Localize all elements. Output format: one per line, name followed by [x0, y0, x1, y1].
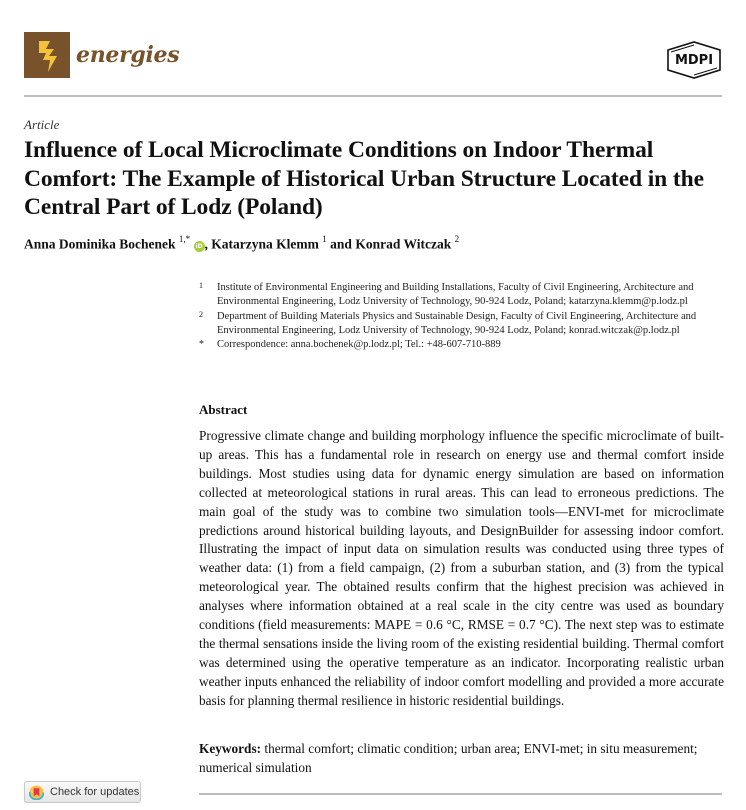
lightning-bolt-icon [24, 32, 70, 78]
author-affiliation-mark: 1 [322, 234, 327, 244]
journal-name: energies [76, 42, 180, 68]
correspondence-text: Correspondence: anna.bochenek@p.lodz.pl; Tel.: +48-607-710-889 [217, 339, 501, 351]
keywords [199, 740, 724, 778]
section-divider [199, 793, 722, 795]
journal-logo[interactable] [24, 32, 179, 78]
header-divider [24, 95, 722, 97]
mdpi-logo[interactable] [664, 40, 724, 80]
check-for-updates-label: Check for updates [50, 786, 140, 798]
affiliation-text: Institute of Environmental Engineering and Building Installations, Faculty of Civil Engineering, Architecture and Environmental Engineering, Lodz University of Technology, 90-924 Lodz, Poland; katarzyna.klemm@p.lodz.pl [217, 282, 694, 308]
affiliation-text: Department of Building Materials Physics and Sustainable Design, Faculty of Civil Engineering, Architecture and Environmental Engineering, Lodz University of Technology, 90-924 Lodz, Poland; konrad.witczak@p.lodz.pl [217, 310, 697, 336]
author-affiliation-mark: 2 [454, 234, 460, 244]
affiliation-mark: 1 [199, 281, 203, 290]
keywords-list: thermal comfort; climatic condition; urban area; ENVI-met; in situ measurement; numerical simulation [199, 741, 698, 775]
author-separator: , [204, 236, 212, 252]
affiliations [199, 281, 729, 352]
author-list [24, 235, 459, 253]
author-affiliation-mark: 1,* [178, 234, 191, 244]
orcid-icon[interactable]: iD [195, 242, 203, 250]
publisher-name: MDPI [674, 53, 714, 68]
article-title: Influence of Local Microclimate Conditions on Indoor Thermal Comfort: The Example of Historical Urban Structure Located in the Central Part of Lodz (Poland) [24, 137, 704, 220]
author-name: Konrad Witczak [355, 236, 452, 252]
abstract-body: Progressive climate change and building morphology influence the specific microclimate of built-up areas. This has a fundamental role in research on energy use and thermal comfort inside buildings. Most studies using data for dynamic energy simulation are based on information collected at meteorological stations in rural areas. This can lead to erroneous predictions. The main goal of the study was to combine two simulation tools—ENVI-met for microclimate predictions around historical building layouts, and DesignBuilder for assessing indoor comfort. Illustrating the impact of input data on simulation results was conducted using three types of weather data: (1) from a field campaign, (2) from a suburban station, and (3) from the typical meteorological year. The obtained results confirm that the highest precision was achieved in analyses where information obtained at a real scale in the city centre was used as boundary conditions (field measurements: MAPE = 0.6 °C, RMSE = 0.7 °C). The next step was to estimate the thermal sensations inside the living room of the existing residential building. Thermal comfort was determined using the operative temperature as an indicator. Incorporating realistic urban weather inputs enhanced the reliability of indoor comfort modelling and provided a more accurate basis for planning thermal resilience in historic residential buildings. [199, 428, 724, 708]
keywords-label: Keywords: [199, 741, 262, 756]
affiliation-item [199, 281, 729, 310]
author-name: Anna Dominika Bochenek [24, 236, 176, 252]
affiliation-item [199, 310, 729, 339]
author-name: Katarzyna Klemm [211, 236, 319, 252]
abstract-heading: Abstract [199, 402, 248, 417]
affiliation-mark: * [199, 339, 204, 351]
check-for-updates-button[interactable] [24, 781, 141, 803]
crossmark-icon [29, 785, 44, 800]
affiliation-mark: 2 [199, 309, 203, 319]
article-type: Article [24, 117, 60, 132]
author-separator: and [326, 236, 356, 252]
correspondence-item [199, 338, 729, 352]
